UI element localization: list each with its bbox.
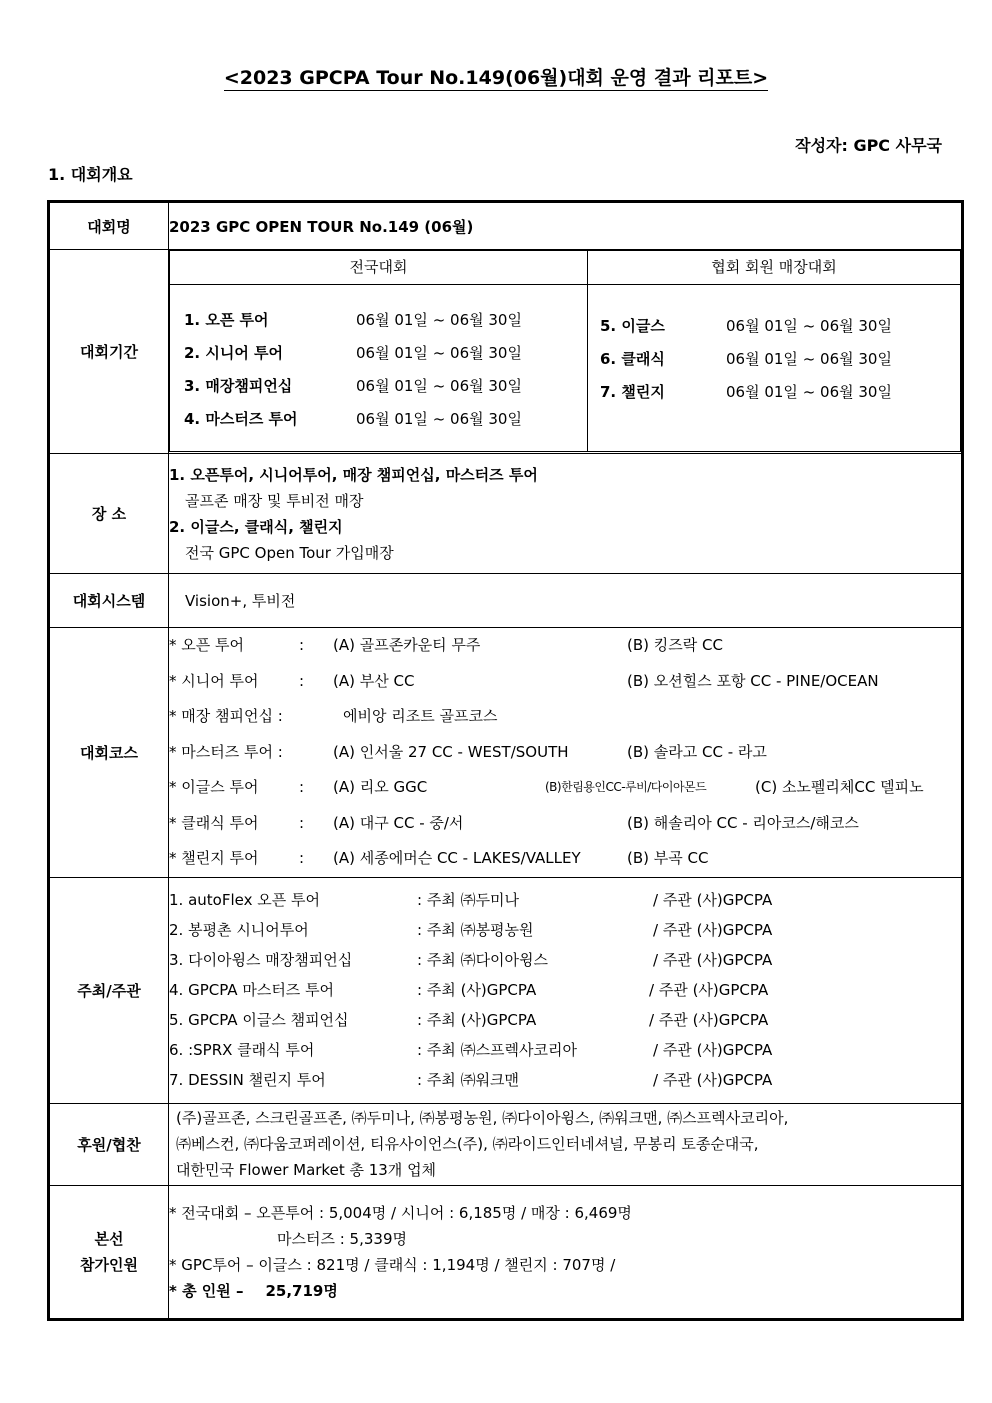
course-item: * 클래식 투어 : (A) 대구 CC - 중/서 (B) 해솔리아 CC - 리아코스/해코스 [169,813,859,832]
label-participants-1: 본선 [94,1229,124,1248]
host-item: 7. DESSIN 챌린지 투어 : 주최 ㈜워크맨 / 주관 (사)GPCPA [169,1071,773,1089]
label-system: 대회시스템 [49,574,169,628]
place-line: 전국 GPC Open Tour 가입매장 [185,543,394,562]
value-system: Vision+, 투비전 [169,574,963,628]
course-item: * 매장 챔피언십 : 에비앙 리조트 골프코스 [169,707,498,725]
row-host [49,877,963,1103]
sponsor-line: 대한민국 Flower Market 총 13개 업체 [176,1161,437,1179]
host-item: 3. 다이아윙스 매장챔피언십 : 주최 ㈜다이아윙스 / 주관 (사)GPCPA [169,951,773,969]
national-item: 2. 시니어 투어 06월 01일 ~ 06월 30일 [184,344,522,362]
label-course: 대회코스 [49,628,169,878]
course-item: * 이글스 투어 : (A) 리오 GGC (B)한림용인CC-루비/다이아몬드 (C) 소노펠리체CC 델피노 [169,778,924,796]
label-participants-2: 참가인원 [80,1255,138,1274]
national-item: 4. 마스터즈 투어 06월 01일 ~ 06월 30일 [184,410,522,428]
member-item: 7. 챌린지 06월 01일 ~ 06월 30일 [600,382,892,401]
label-participants [49,1185,169,1319]
host-cell [169,877,963,1103]
report-title-text: <2023 GPCPA Tour No.149(06월)대회 운영 결과 리포트> [223,67,769,89]
row-sponsor [49,1103,963,1185]
value-name: 2023 GPC OPEN TOUR No.149 (06월) [169,202,963,250]
author-line: 작성자: GPC 사무국 [795,136,942,155]
course-item: * 마스터즈 투어 : (A) 인서울 27 CC - WEST/SOUTH (B) 솔라고 CC - 라고 [169,742,767,761]
total-value: 25,719명 [265,1281,338,1300]
row-course [49,628,963,878]
national-item: 1. 오픈 투어 06월 01일 ~ 06월 30일 [184,311,522,329]
host-item: 5. GPCPA 이글스 챔피언십 : 주최 (사)GPCPA / 주관 (사)GPCPA [169,1011,769,1029]
participants-cell [169,1185,963,1319]
label-period: 대회기간 [49,250,169,454]
course-cell [169,628,963,878]
place-cell [169,454,963,574]
label-host: 주최/주관 [49,877,169,1103]
place-line: 2. 이글스, 클래식, 챌린지 [169,517,343,536]
course-item: * 오픈 투어 : (A) 골프존카운티 무주 (B) 킹즈락 CC [169,636,723,654]
host-item: 2. 봉평촌 시니어투어 : 주최 ㈜봉평농원 / 주관 (사)GPCPA [169,921,773,939]
report-title [0,63,992,90]
label-name: 대회명 [49,202,169,250]
row-period [49,250,963,454]
row-name [49,202,963,250]
host-item: 6. :SPRX 클래식 투어 : 주최 ㈜스프렉사코리아 / 주관 (사)GPCPA [169,1041,773,1059]
row-participants [49,1185,963,1319]
course-item: * 시니어 투어 : (A) 부산 CC (B) 오션힐스 포항 CC - PINE/OCEAN [169,671,879,690]
participants-total [169,1278,961,1304]
participants-line: * GPC투어 – 이글스 : 821명 / 클래식 : 1,194명 / 챌린지 : 707명 / [169,1255,616,1274]
label-sponsor: 후원/협찬 [49,1103,169,1185]
sponsor-line: ㈜베스컨, ㈜다움코퍼레이션, 티유사이언스(주), ㈜라이드인터네셔널, 무봉리 토종순대국, [176,1135,759,1153]
member-item: 5. 이글스 06월 01일 ~ 06월 30일 [600,316,892,335]
sponsor-line: (주)골프존, 스크린골프존, ㈜두미나, ㈜봉평농원, ㈜다이아윙스, ㈜워크맨, ㈜스프렉사코리아, [176,1109,789,1127]
member-item: 6. 클래식 06월 01일 ~ 06월 30일 [600,349,892,368]
row-system [49,574,963,628]
national-title: 전국대회 [170,251,588,285]
row-place [49,454,963,574]
host-item: 1. autoFlex 오픈 투어 : 주최 ㈜두미나 / 주관 (사)GPCPA [169,891,773,909]
host-item: 4. GPCPA 마스터즈 투어 : 주최 (사)GPCPA / 주관 (사)GPCPA [169,981,769,999]
participants-line: * 전국대회 – 오픈투어 : 5,004명 / 시니어 : 6,185명 / 매장 : 6,469명 [169,1203,632,1222]
place-line: 골프존 매장 및 투비전 매장 [185,491,364,510]
period-inner [169,250,961,452]
total-label: * 총 인원 – [169,1281,244,1300]
place-line: 1. 오픈투어, 시니어투어, 매장 챔피언십, 마스터즈 투어 [169,465,538,484]
national-item: 3. 매장챔피언십 06월 01일 ~ 06월 30일 [184,377,522,395]
participants-line: 마스터즈 : 5,339명 [277,1229,407,1248]
period-cell [169,250,963,454]
overview-table [47,200,964,1321]
label-place: 장 소 [49,454,169,574]
national-list [170,285,588,452]
section-heading: 1. 대회개요 [48,165,133,184]
member-list [588,285,961,452]
sponsor-cell [169,1103,963,1185]
course-item: * 챌린지 투어 : (A) 세종에머슨 CC - LAKES/VALLEY (B) 부곡 CC [169,849,709,867]
member-title: 협회 회원 매장대회 [588,251,961,285]
